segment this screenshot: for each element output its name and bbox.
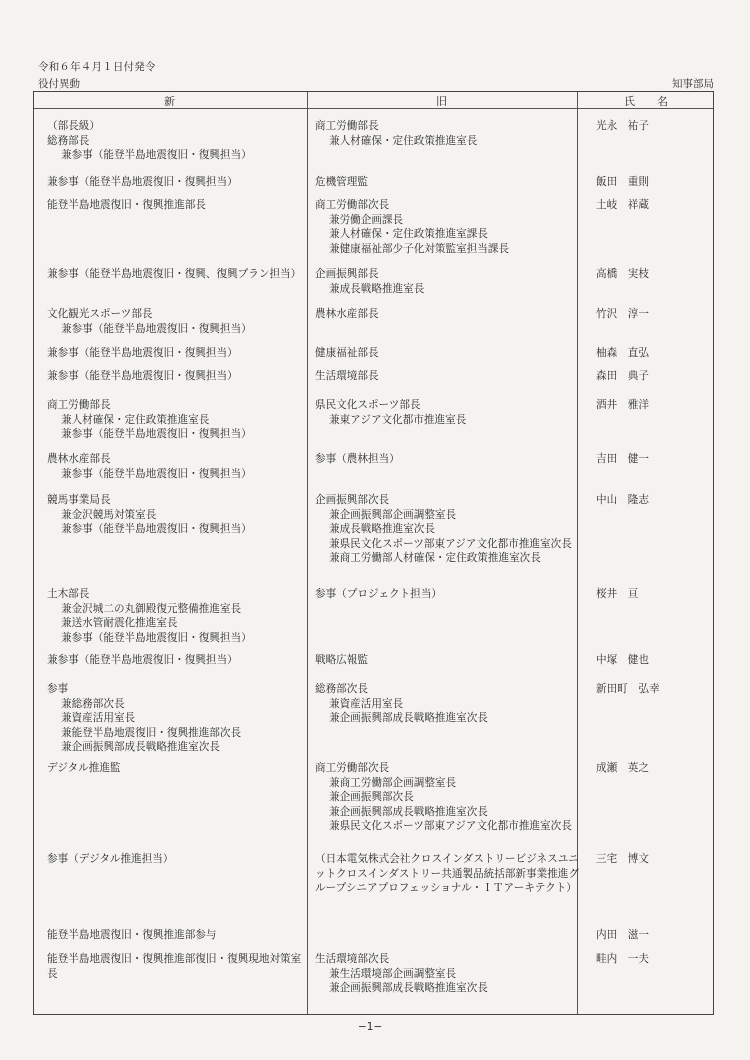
new-position-cell [47,267,309,282]
old-position-cell [315,267,580,296]
position-line: 兼人材確保・定住政策推進室長 [61,413,210,426]
position-line: 健康福祉部長 [315,347,379,359]
person-name: 中山 隆志 [596,494,649,506]
position-line: 総務部長 [47,134,90,147]
position-line: 兼参事（能登半島地震復旧・復興担当） [47,347,238,359]
old-position-cell [315,653,580,668]
position-line: 兼県民文化スポーツ部東アジア文化都市推進室次長 [329,820,572,833]
old-position-cell [315,369,580,384]
old-position-cell [315,952,580,996]
position-line: 兼企画振興部企画調整室長 [329,508,457,521]
person-name: 土岐 祥蔵 [596,199,649,211]
person-name: 柚森 直弘 [596,347,649,359]
new-position-cell [47,198,309,213]
new-position-cell [47,346,309,361]
new-position-cell [47,307,309,336]
position-line: 県民文化スポーツ部長 [315,399,421,411]
position-line: 農林水産部長 [47,453,111,465]
column-header-name: 氏 名 [624,95,668,108]
position-line: 兼人材確保・定住政策推進室課長 [329,228,488,241]
position-line: （日本電気株式会社クロスインダストリービジネスユニットクロスインダストリー共通製品統括部新事業推進グループシニアプロフェッショナル・ＩＴアーキテクト） [315,853,579,895]
new-position-cell [47,653,309,668]
old-position-cell [315,587,580,602]
position-line: 生活環境部長 [315,370,379,382]
position-line: 兼成長戦略推進室次長 [329,523,435,536]
old-position-cell [315,198,580,256]
person-name: 竹沢 淳一 [596,308,649,320]
position-line: 兼成長戦略推進室長 [329,282,425,295]
position-line: 兼労働企画課長 [329,213,404,226]
position-line: 兼県民文化スポーツ部東アジア文化都市推進室次長 [329,537,572,550]
new-position-cell [47,682,309,755]
position-line: 兼企画振興部成長戦略推進室次長 [329,982,488,995]
position-line: 競馬事業局長 [47,494,111,506]
person-name: 三宅 博文 [596,853,649,865]
position-line: 商工労働部次長 [315,762,390,774]
position-line: 兼参事（能登半島地震復旧・復興担当） [61,631,252,644]
position-line: 能登半島地震復旧・復興推進部長 [47,199,206,211]
old-position-cell [315,307,580,322]
header-divider [34,108,713,109]
department-label: 知事部局 [672,78,714,90]
column-header-new: 新 [164,95,175,108]
position-line: 兼資産活用室長 [61,712,136,725]
new-position-cell [47,452,309,481]
personnel-table [33,91,714,1015]
position-line: 企画振興部長 [315,268,379,280]
position-line: 能登半島地震復旧・復興推進部復旧・復興現地対策室長 [47,953,302,980]
old-position-cell [315,398,580,427]
section-title: 役付異動 [38,78,80,90]
position-line: 総務部次長 [315,683,368,695]
position-line: 兼参事（能登半島地震復旧・復興担当） [61,467,252,480]
person-name: 飯田 重則 [596,176,649,188]
column-divider [307,92,308,1014]
position-line: 兼参事（能登半島地震復旧・復興担当） [61,428,252,441]
person-name: 吉田 健一 [596,453,649,465]
position-line: 兼能登半島地震復旧・復興推進部次長 [61,726,242,739]
new-position-cell [47,852,309,867]
old-position-cell [315,493,580,566]
position-line: 兼人材確保・定住政策推進室長 [329,134,478,147]
position-line: 兼企画振興部成長戦略推進室次長 [61,741,220,754]
old-position-cell [315,852,580,896]
new-position-cell [47,119,309,163]
position-line: 兼参事（能登半島地震復旧・復興担当） [47,176,238,188]
position-line: 兼資産活用室長 [329,697,404,710]
position-line: 商工労働部長 [315,120,379,132]
new-position-cell [47,761,309,776]
person-name: 畦内 一夫 [596,953,649,965]
position-line: 土木部長 [47,588,90,600]
position-line: 商工労働部次長 [315,199,390,211]
position-line: 兼参事（能登半島地震復旧・復興担当） [61,523,252,536]
position-line: 文化観光スポーツ部長 [47,308,153,320]
position-line: 企画振興部次長 [315,494,390,506]
position-line: 参事 [47,683,69,695]
position-line: 参事（農林担当） [315,453,400,465]
position-line: 農林水産部長 [315,308,379,320]
new-position-cell [47,587,309,645]
position-line: 戦略広報監 [315,654,368,666]
position-line: 兼総務部次長 [61,697,125,710]
new-position-cell [47,952,309,981]
position-line: 兼東アジア文化都市推進室長 [329,413,467,426]
position-line: 危機管理監 [315,176,368,188]
person-name: 桜井 亘 [596,588,639,600]
person-name: 酒井 雅洋 [596,399,649,411]
position-line: 兼商工労働部人材確保・定住政策推進室次長 [329,552,541,565]
position-line: 兼生活環境部企画調整室長 [329,967,457,980]
position-line: 兼金沢競馬対策室長 [61,508,157,521]
page-number: −1− [358,1021,383,1033]
person-name: 光永 祐子 [596,120,649,132]
old-position-cell [315,452,580,467]
position-line: 兼企画振興部次長 [329,791,414,804]
issue-date: 令和６年４月１日付発令 [38,61,156,73]
position-line: デジタル推進監 [47,762,121,774]
new-position-cell [47,175,309,190]
position-line: 商工労働部長 [47,399,111,411]
position-line: 能登半島地震復旧・復興推進部参与 [47,929,217,941]
person-name: 成瀬 英之 [596,762,649,774]
position-line: 兼参事（能登半島地震復旧・復興担当） [47,654,238,666]
old-position-cell [315,761,580,834]
position-line: 兼金沢城二の丸御殿復元整備推進室長 [61,602,242,615]
position-line: 兼企画振興部成長戦略推進室次長 [329,805,488,818]
new-position-cell [47,928,309,943]
position-line: 参事（デジタル推進担当） [47,853,174,865]
new-position-cell [47,369,309,384]
column-header-old: 旧 [436,95,447,108]
person-name: 森田 典子 [596,370,649,382]
position-line: 兼商工労働部企画調整室長 [329,776,457,789]
position-line: 兼健康福祉部少子化対策監室担当課長 [329,242,510,255]
position-line: （部長級） [47,120,100,132]
position-line: 生活環境部次長 [315,953,390,965]
old-position-cell [315,175,580,190]
person-name: 高橋 実枝 [596,268,649,280]
position-line: 参事（プロジェクト担当） [315,588,442,600]
new-position-cell [47,398,309,442]
position-line: 兼企画振興部成長戦略推進室次長 [329,712,488,725]
position-line: 兼参事（能登半島地震復旧・復興、復興プラン担当） [47,268,302,280]
position-line: 兼参事（能登半島地震復旧・復興担当） [61,322,252,335]
position-line: 兼参事（能登半島地震復旧・復興担当） [47,370,238,382]
old-position-cell [315,346,580,361]
old-position-cell [315,119,580,148]
new-position-cell [47,493,309,537]
person-name: 内田 滋一 [596,929,649,941]
position-line: 兼参事（能登半島地震復旧・復興担当） [61,149,252,162]
person-name: 中塚 健也 [596,654,649,666]
position-line: 兼送水管耐震化推進室長 [61,617,178,630]
old-position-cell [315,682,580,726]
person-name: 新田町 弘幸 [596,683,660,695]
